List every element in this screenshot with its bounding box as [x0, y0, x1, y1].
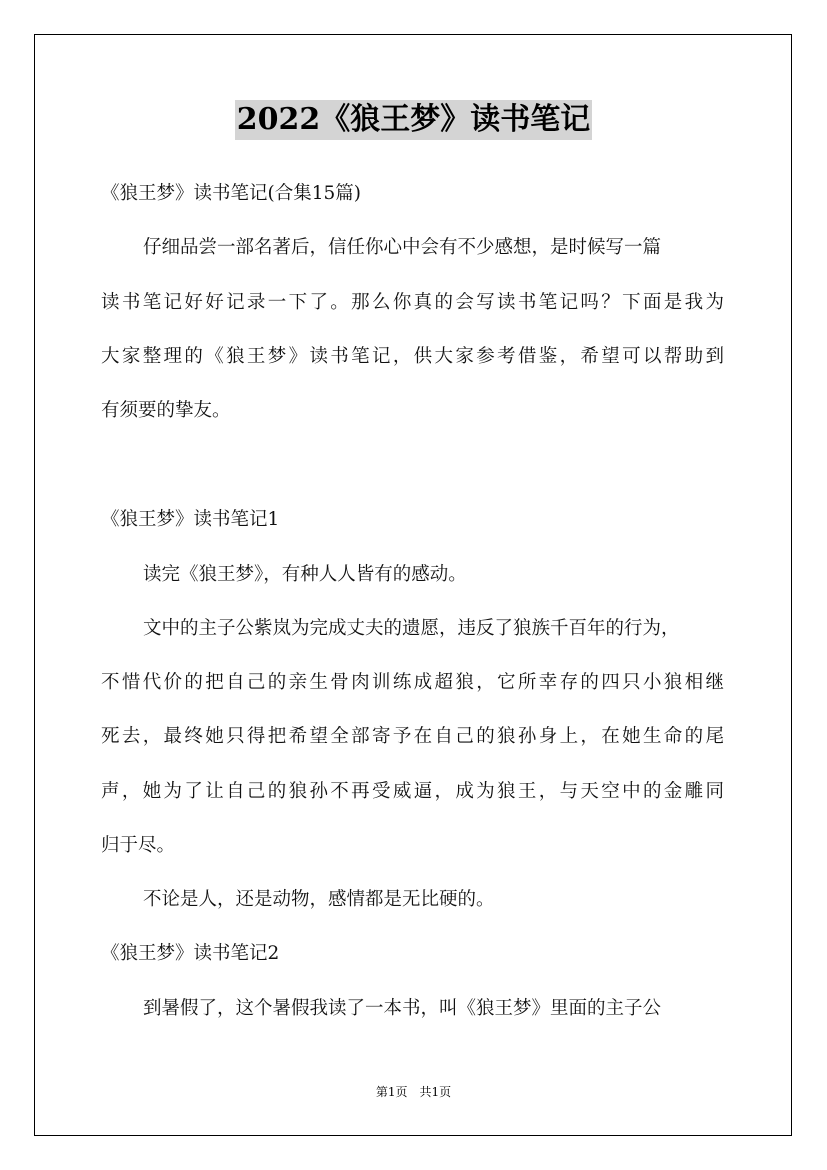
paragraph-line: 不论是人，还是动物，感情都是无比硬的。	[143, 889, 495, 910]
paragraph-line: 读书笔记好好记录一下了。那么你真的会写读书笔记吗？下面是我为	[101, 292, 724, 313]
document-title: 2022《狼王梦》读书笔记	[235, 100, 593, 140]
paragraph-line: 有须要的挚友。	[101, 400, 231, 421]
paragraph-line: 文中的主子公紫岚为完成丈夫的遗愿，违反了狼族千百年的行为，	[143, 618, 680, 639]
paragraph-line: 大家整理的《狼王梦》读书笔记，供大家参考借鉴，希望可以帮助到	[101, 346, 724, 367]
paragraph-line: 读完《狼王梦》，有种人人皆有的感动。	[143, 564, 467, 585]
title-container	[0, 100, 827, 140]
paragraph-line: 归于尽。	[101, 835, 176, 856]
paragraph-line: 声，她为了让自己的狼孙不再受威逼，成为狼王，与天空中的金雕同	[101, 781, 724, 802]
paragraph-line: 不惜代价的把自己的亲生骨肉训练成超狼，它所幸存的四只小狼相继	[101, 672, 724, 693]
page-footer: 第1页 共1页	[375, 1085, 452, 1099]
paragraph-line: 死去，最终她只得把希望全部寄予在自己的狼孙身上，在她生命的尾	[101, 726, 724, 747]
section-heading: 《狼王梦》读书笔记2	[101, 943, 280, 964]
subtitle-line: 《狼王梦》读书笔记(合集15篇)	[101, 183, 361, 204]
paragraph-line: 到暑假了，这个暑假我读了一本书，叫《狼王梦》里面的主子公	[143, 998, 662, 1019]
paragraph-line: 仔细品尝一部名著后，信任你心中会有不少感想，是时候写一篇	[143, 237, 662, 258]
section-heading: 《狼王梦》读书笔记1	[101, 509, 280, 530]
